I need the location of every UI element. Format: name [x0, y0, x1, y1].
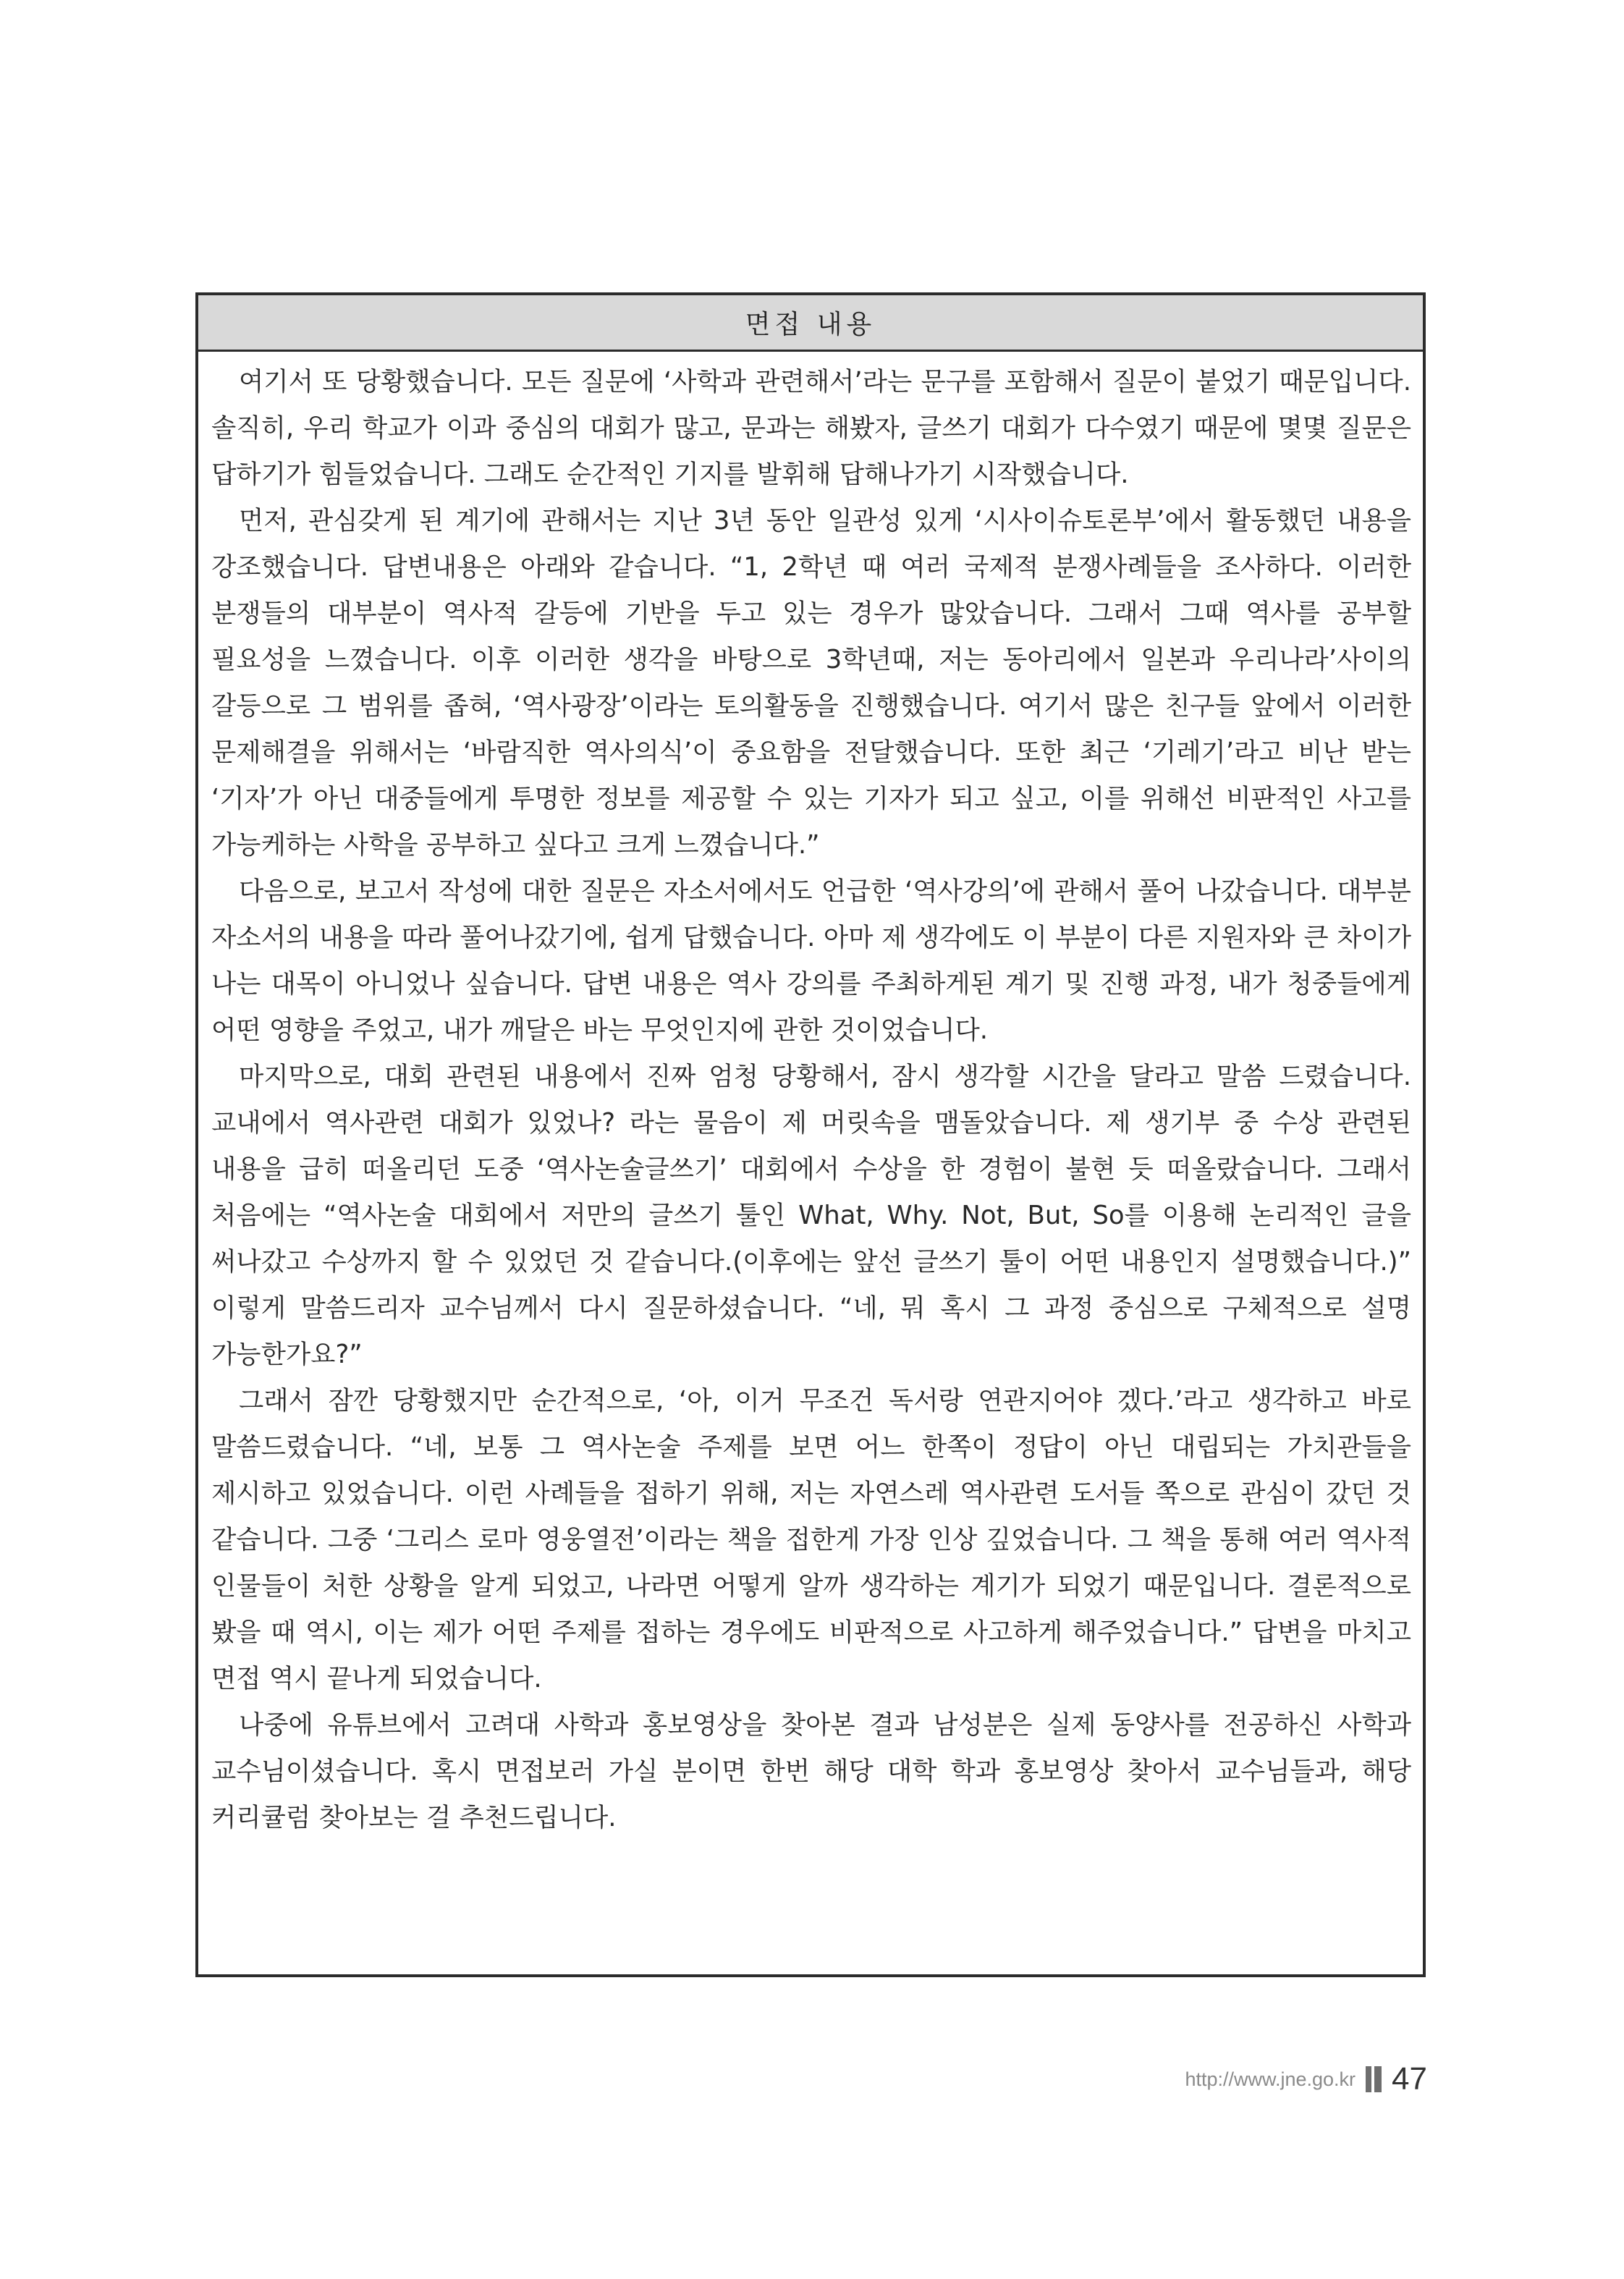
- paragraph-5: 그래서 잠깐 당황했지만 순간적으로, ‘아, 이거 무조건 독서랑 연관지어야 겠다.’라고 생각하고 바로 말씀드렸습니다. “네, 보통 그 역사논술 주제를 보면 어느 한쪽이 정답이 아닌 대립되는 가치관들을 제시하고 있었습니다. 이런 사례들을 접하기 위해, 저는 자연스레 역사관련 도서들 쪽으로 관심이 갔던 것 같습니다. 그중 ‘그리스 로마 영웅열전’이라는 책을 접한게 가장 인상 깊었습니다. 그 책을 통해 여러 역사적 인물들이 처한 상황을 알게 되었고, 나라면 어떻게 알까 생각하는 계기가 되었기 때문입니다. 결론적으로 봤을 때 역시, 이는 제가 어떤 주제를 접하는 경우에도 비판적으로 사고하게 해주었습니다.” 답변을 마치고 면접 역시 끝나게 되었습니다.: [211, 1386, 1411, 1694]
- paragraph-1: 여기서 또 당황했습니다. 모든 질문에 ‘사학과 관련해서’라는 문구를 포함해서 질문이 붙었기 때문입니다. 솔직히, 우리 학교가 이과 중심의 대회가 많고, 문과는 해봤자, 글쓰기 대회가 다수였기 때문에 몇몇 질문은 답하기가 힘들었습니다. 그래도 순간적인 기지를 발휘해 답해나가기 시작했습니다.: [211, 367, 1411, 489]
- box-body: [198, 352, 1423, 1841]
- interview-content-box: [195, 292, 1426, 1977]
- paragraph-3: 다음으로, 보고서 작성에 대한 질문은 자소서에서도 언급한 ‘역사강의’에 관해서 풀어 나갔습니다. 대부분 자소서의 내용을 따라 풀어나갔기에, 쉽게 답했습니다. 아마 제 생각에도 이 부분이 다른 지원자와 큰 차이가 나는 대목이 아니었나 싶습니다. 답변 내용은 역사 강의를 주최하게된 계기 및 진행 과정, 내가 청중들에게 어떤 영향을 주었고, 내가 깨달은 바는 무엇인지에 관한 것이었습니다.: [211, 876, 1411, 1045]
- page-number: 47: [1392, 2061, 1427, 2097]
- footer-divider-icon: [1366, 2066, 1382, 2092]
- footer-url: http://www.jne.go.kr: [1185, 2068, 1356, 2090]
- paragraph-6: 나중에 유튜브에서 고려대 사학과 홍보영상을 찾아본 결과 남성분은 실제 동양사를 전공하신 사학과 교수님이셨습니다. 혹시 면접보러 가실 분이면 한번 해당 대학 학과 홍보영상 찾아서 교수님들과, 해당 커리큘럼 찾아보는 걸 추천드립니다.: [211, 1710, 1411, 1832]
- page-footer: [1185, 2061, 1427, 2097]
- paragraph-4: 마지막으로, 대회 관련된 내용에서 진짜 엄청 당황해서, 잠시 생각할 시간을 달라고 말씀 드렸습니다. 교내에서 역사관련 대회가 있었나? 라는 물음이 제 머릿속을 맴돌았습니다. 제 생기부 중 수상 관련된 내용을 급히 떠올리던 도중 ‘역사논술글쓰기’ 대회에서 수상을 한 경험이 불현 듯 떠올랐습니다. 그래서 처음에는 “역사논술 대회에서 저만의 글쓰기 툴인 What, Why. Not, But, So를 이용해 논리적인 글을 써나갔고 수상까지 할 수 있었던 것 같습니다.(이후에는 앞선 글쓰기 툴이 어떤 내용인지 설명했습니다.)” 이렇게 말씀드리자 교수님께서 다시 질문하셨습니다. “네, 뭐 혹시 그 과정 중심으로 구체적으로 설명 가능한가요?”: [211, 1062, 1411, 1369]
- box-title: 면접 내용: [198, 295, 1423, 352]
- paragraph-2: 먼저, 관심갖게 된 계기에 관해서는 지난 3년 동안 일관성 있게 ‘시사이슈토론부’에서 활동했던 내용을 강조했습니다. 답변내용은 아래와 같습니다. “1, 2학년 때 여러 국제적 분쟁사례들을 조사하다. 이러한 분쟁들의 대부분이 역사적 갈등에 기반을 두고 있는 경우가 많았습니다. 그래서 그때 역사를 공부할 필요성을 느꼈습니다. 이후 이러한 생각을 바탕으로 3학년때, 저는 동아리에서 일본과 우리나라’사이의 갈등으로 그 범위를 좁혀, ‘역사광장’이라는 토의활동을 진행했습니다. 여기서 많은 친구들 앞에서 이러한 문제해결을 위해서는 ‘바람직한 역사의식’이 중요함을 전달했습니다. 또한 최근 ‘기레기’라고 비난 받는 ‘기자’가 아닌 대중들에게 투명한 정보를 제공할 수 있는 기자가 되고 싶고, 이를 위해선 비판적인 사고를 가능케하는 사학을 공부하고 싶다고 크게 느꼈습니다.”: [211, 506, 1411, 860]
